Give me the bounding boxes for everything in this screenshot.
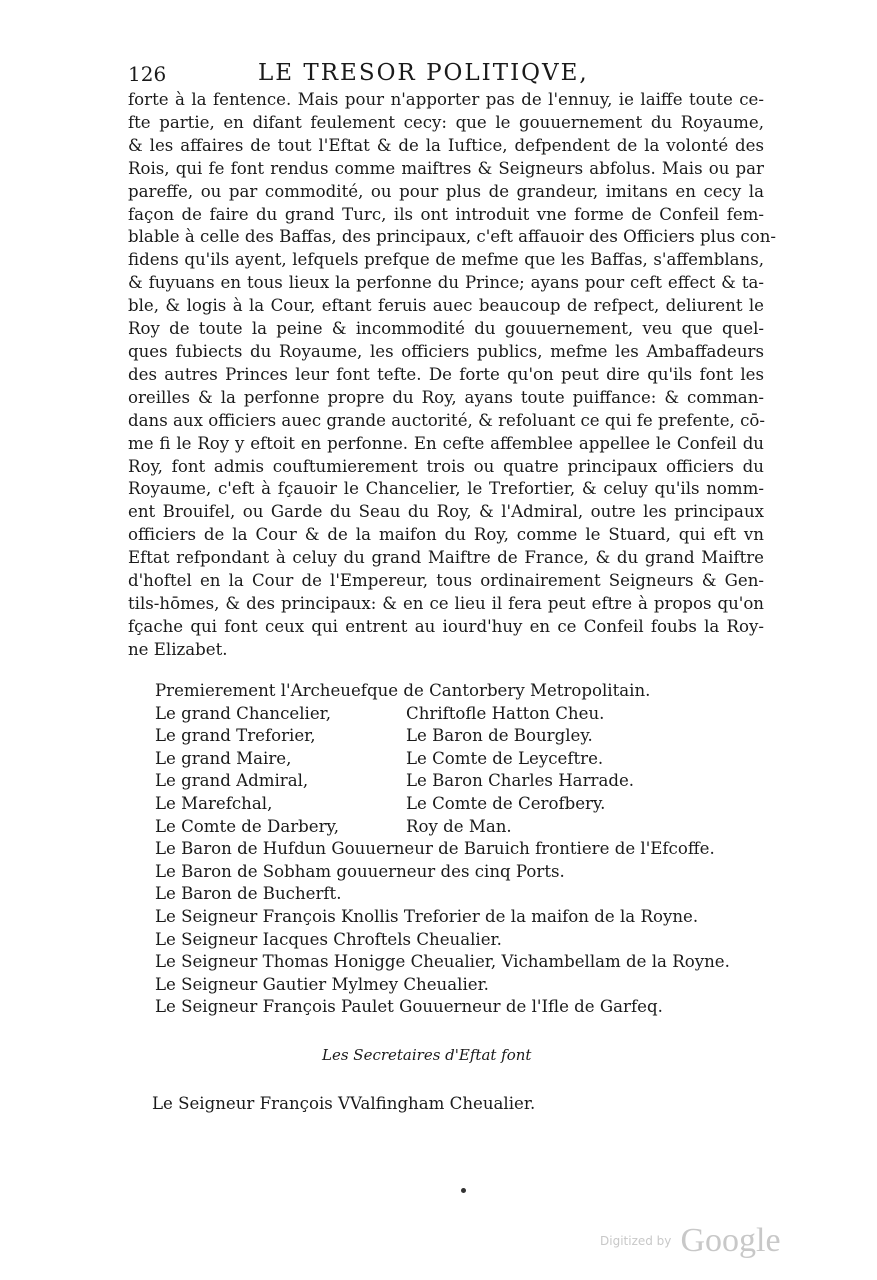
officer-title: Le Marefchal, [155, 793, 273, 813]
officer-pair [153, 725, 783, 748]
text-line: & fuyuans en tous lieux la perfonne du Prince; ayans pour ceft effect & ta- [128, 273, 764, 293]
text-line: fte partie, en difant feulement cecy: que le gouuernement du Royaume, [128, 112, 764, 132]
officer-line: Le Seigneur Thomas Honigge Cheualier, Vichambellam de la Royne. [155, 952, 730, 972]
text-line: tils-hōmes, & des principaux: & en ce lieu il fera peut eftre à propos qu'on [128, 593, 764, 613]
section-heading: Les Secretaires d'Eftat font [322, 1046, 532, 1064]
list-item [153, 906, 783, 929]
officer-line: Le Seigneur Iacques Chroftels Cheualier. [155, 929, 502, 949]
ink-dot [461, 1188, 466, 1193]
text-line: Roy, font admis couftumierement trois ou quatre principaux officiers du [128, 456, 764, 476]
officer-pair [153, 816, 783, 839]
list-item [153, 974, 783, 997]
watermark-prefix: Digitized by [600, 1234, 672, 1248]
officer-holder: Roy de Man. [406, 816, 512, 836]
officer-holder: Le Baron de Bourgley. [406, 726, 593, 746]
text-line: dans aux officiers auec grande auctorité, & refoluant ce qui fe prefente, cō- [128, 410, 765, 430]
text-line: ble, & logis à la Cour, eftant feruis auec beaucoup de refpect, deliurent le [128, 296, 764, 316]
list-item [153, 838, 783, 861]
officer-line: Le Seigneur François Knollis Treforier de la maifon de la Royne. [155, 906, 699, 926]
officer-title: Le grand Maire, [155, 748, 292, 768]
text-line: ent Brouifel, ou Garde du Seau du Roy, & l'Admiral, outre les principaux [128, 502, 764, 522]
text-line: Royaume, c'eft à fçauoir le Chancelier, le Trefortier, & celuy qu'ils nomm- [128, 479, 764, 499]
text-line: officiers de la Cour & de la maifon du Roy, comme le Stuard, qui eft vn [128, 525, 764, 545]
text-line: ques fubiects du Royaume, les officiers publics, mefme les Ambaffadeurs [128, 341, 764, 361]
text-line: Eftat refpondant à celuy du grand Maiftre de France, & du grand Maiftre [128, 548, 764, 568]
text-line: Roy de toute la peine & incommodité du gouuernement, veu que quel- [128, 319, 764, 339]
page-header [128, 60, 648, 90]
text-line: & les affaires de tout l'Eftat & de la Iuftice, defpendent de la volonté des [128, 135, 764, 155]
text-line: blable à celle des Baffas, des principaux, c'eft affauoir des Officiers plus con- [128, 227, 776, 247]
list-item [153, 951, 783, 974]
running-title: LE TRESOR POLITIQVE, [258, 60, 589, 86]
text-line: forte à la fentence. Mais pour n'apporter pas de l'ennuy, ie laiffe toute ce- [128, 90, 764, 109]
officer-line: Le Baron de Hufdun Gouuerneur de Baruich frontiere de l'Efcoffe. [155, 839, 715, 859]
officers-intro: Premierement l'Archeuefque de Cantorbery Metropolitain. [155, 681, 651, 700]
list-item [153, 883, 783, 906]
text-line: Rois, qui fe font rendus comme maiftres & Seigneurs abfolus. Mais ou par [128, 158, 764, 178]
google-logo: Google [680, 1222, 781, 1259]
officer-pair [153, 770, 783, 793]
officer-pair [153, 703, 783, 726]
officer-title: Le grand Chancelier, [155, 703, 332, 723]
officer-pair [153, 793, 783, 816]
list-item [153, 861, 783, 884]
officer-holder: Le Comte de Leyceftre. [406, 748, 604, 768]
page-number: 126 [128, 62, 167, 86]
officer-holder: Le Comte de Cerofbery. [406, 793, 606, 813]
text-line: me fi le Roy y eftoit en perfonne. En cefte affemblee appellee le Confeil du [128, 433, 764, 453]
text-line: façon de faire du grand Turc, ils ont introduit vne forme de Confeil fem- [128, 204, 764, 224]
officer-holder: Chriftofle Hatton Cheu. [406, 703, 605, 723]
text-line: d'hoftel en la Cour de l'Empereur, tous ordinairement Seigneurs & Gen- [128, 571, 764, 591]
digitization-watermark [600, 1222, 781, 1260]
officer-holder: Le Baron Charles Harrade. [406, 771, 635, 791]
secretary-line: Le Seigneur François VValfingham Cheualier. [152, 1094, 536, 1113]
text-line: fidens qu'ils ayent, lefquels prefque de mefme que les Baffas, s'affemblans, [128, 250, 764, 270]
officer-title: Le grand Admiral, [155, 771, 309, 791]
list-item [153, 680, 783, 703]
text-line: fçache qui font ceux qui entrent au iourd'huy en ce Confeil foubs la Roy- [128, 616, 764, 636]
list-item [153, 996, 783, 1019]
officer-line: Le Seigneur François Paulet Gouuerneur de l'Ifle de Garfeq. [155, 997, 663, 1017]
text-line: pareffe, ou par commodité, ou pour plus de grandeur, imitans en cecy la [128, 181, 764, 201]
officer-title: Le grand Treforier, [155, 726, 316, 746]
main-paragraph [128, 89, 776, 662]
text-line: oreilles & la perfonne propre du Roy, ayans toute puiffance: & comman- [128, 387, 764, 407]
council-members-list [153, 680, 783, 1019]
officer-line: Le Seigneur Gautier Mylmey Cheualier. [155, 974, 489, 994]
officer-line: Le Baron de Sobham gouuerneur des cinq Ports. [155, 861, 565, 881]
officer-title: Le Comte de Darbery, [155, 816, 339, 836]
text-line: ne Elizabet. [128, 639, 228, 659]
text-line: des autres Princes leur font tefte. De forte qu'on peut dire qu'ils font les [128, 364, 764, 384]
officer-line: Le Baron de Bucherft. [155, 884, 342, 904]
list-item [153, 929, 783, 952]
officer-pair [153, 748, 783, 771]
